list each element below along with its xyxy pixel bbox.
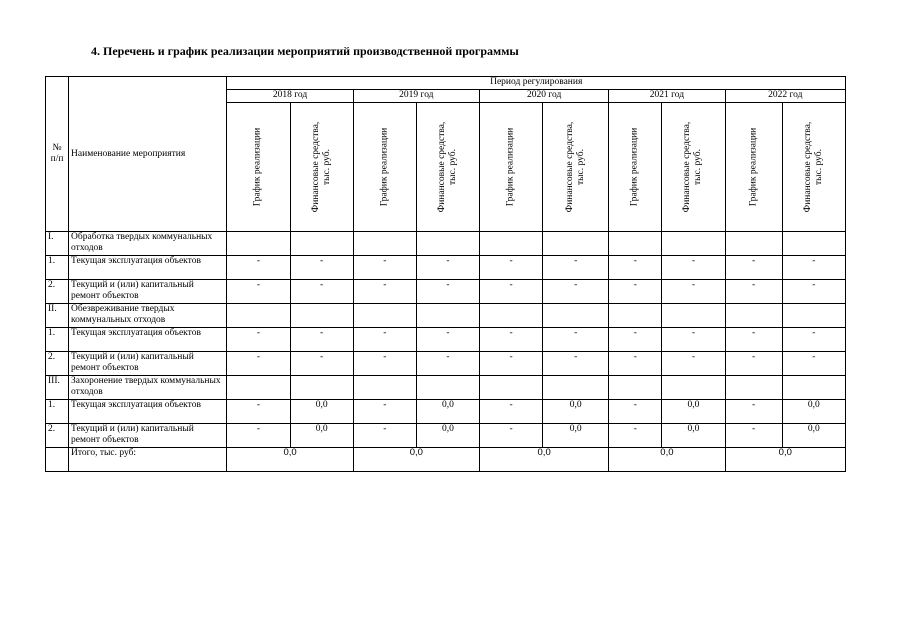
value-cell — [227, 376, 290, 400]
value-cell — [416, 304, 479, 328]
row-number: 2. — [46, 280, 69, 304]
value-cell — [227, 304, 290, 328]
row-number: I. — [46, 232, 69, 256]
row-number: 1. — [46, 256, 69, 280]
header-year: 2021 год — [609, 90, 725, 103]
value-cell — [479, 232, 542, 256]
value-cell — [290, 232, 353, 256]
value-cell: - — [479, 352, 542, 376]
value-cell — [782, 304, 845, 328]
value-cell: - — [543, 352, 609, 376]
section-row — [46, 376, 846, 400]
header-finance-label: Финансовые средства, тыс. руб. — [436, 121, 458, 213]
total-number — [46, 448, 69, 472]
table-row — [46, 352, 846, 376]
header-num: № п/п — [46, 77, 69, 232]
table-row — [46, 328, 846, 352]
value-cell: - — [609, 352, 662, 376]
value-cell — [609, 376, 662, 400]
row-name: Текущая эксплуатация объектов — [69, 328, 227, 352]
value-cell: 0,0 — [782, 400, 845, 424]
row-number: 1. — [46, 400, 69, 424]
value-cell — [353, 304, 416, 328]
row-name: Текущий и (или) капитальный ремонт объектов — [69, 424, 227, 448]
value-cell: - — [662, 352, 725, 376]
row-name: Захоронение твердых коммунальных отходов — [69, 376, 227, 400]
header-finance-label: Финансовые средства, тыс. руб. — [564, 121, 586, 213]
value-cell: - — [725, 352, 782, 376]
value-cell: - — [416, 280, 479, 304]
value-cell: 0,0 — [290, 424, 353, 448]
value-cell: - — [662, 280, 725, 304]
header-finance-label: Финансовые средства, тыс. руб. — [310, 121, 332, 213]
value-cell: - — [725, 424, 782, 448]
value-cell: - — [227, 400, 290, 424]
value-cell: - — [353, 400, 416, 424]
header-finance-label: Финансовые средства, тыс. руб. — [682, 121, 704, 213]
value-cell — [782, 232, 845, 256]
value-cell: - — [479, 400, 542, 424]
total-value: 0,0 — [725, 448, 845, 472]
row-number: 2. — [46, 352, 69, 376]
header-schedule-label: График реализации — [505, 127, 516, 207]
header-schedule — [227, 103, 290, 232]
row-number: 1. — [46, 328, 69, 352]
value-cell: - — [543, 256, 609, 280]
value-cell: 0,0 — [543, 400, 609, 424]
header-period: Период регулирования — [227, 77, 846, 90]
header-finance — [416, 103, 479, 232]
value-cell — [416, 376, 479, 400]
value-cell — [543, 376, 609, 400]
value-cell: - — [416, 352, 479, 376]
value-cell: - — [662, 328, 725, 352]
header-year: 2022 год — [725, 90, 845, 103]
value-cell — [662, 304, 725, 328]
value-cell: - — [353, 280, 416, 304]
value-cell: - — [609, 256, 662, 280]
section-row — [46, 304, 846, 328]
value-cell: 0,0 — [290, 400, 353, 424]
value-cell — [416, 232, 479, 256]
value-cell: - — [479, 256, 542, 280]
value-cell — [290, 304, 353, 328]
value-cell: - — [416, 256, 479, 280]
value-cell — [725, 232, 782, 256]
total-value: 0,0 — [479, 448, 608, 472]
value-cell — [543, 304, 609, 328]
value-cell: - — [725, 328, 782, 352]
value-cell — [725, 376, 782, 400]
value-cell: - — [479, 328, 542, 352]
value-cell: - — [782, 328, 845, 352]
value-cell: - — [353, 256, 416, 280]
value-cell — [353, 232, 416, 256]
total-value: 0,0 — [227, 448, 353, 472]
value-cell: 0,0 — [662, 424, 725, 448]
total-label: Итого, тыс. руб: — [69, 448, 227, 472]
value-cell: - — [725, 256, 782, 280]
value-cell: - — [353, 424, 416, 448]
value-cell: - — [543, 328, 609, 352]
value-cell: - — [479, 424, 542, 448]
header-finance — [290, 103, 353, 232]
header-year: 2018 год — [227, 90, 353, 103]
value-cell — [725, 304, 782, 328]
header-finance — [662, 103, 725, 232]
header-schedule — [353, 103, 416, 232]
value-cell — [609, 232, 662, 256]
value-cell: - — [479, 280, 542, 304]
header-schedule-label: График реализации — [629, 127, 640, 207]
value-cell: 0,0 — [662, 400, 725, 424]
header-schedule — [479, 103, 542, 232]
row-number: II. — [46, 304, 69, 328]
row-name: Текущая эксплуатация объектов — [69, 400, 227, 424]
value-cell — [543, 232, 609, 256]
value-cell — [662, 232, 725, 256]
value-cell: - — [353, 328, 416, 352]
value-cell — [662, 376, 725, 400]
row-name: Обезвреживание твердых коммунальных отходов — [69, 304, 227, 328]
value-cell — [290, 376, 353, 400]
value-cell — [479, 376, 542, 400]
value-cell — [782, 376, 845, 400]
table-row — [46, 424, 846, 448]
value-cell — [609, 304, 662, 328]
header-year: 2019 год — [353, 90, 479, 103]
total-row — [46, 448, 846, 472]
value-cell: - — [609, 328, 662, 352]
value-cell: - — [782, 256, 845, 280]
value-cell: 0,0 — [416, 400, 479, 424]
value-cell — [227, 232, 290, 256]
value-cell: - — [725, 280, 782, 304]
row-name: Обработка твердых коммунальных отходов — [69, 232, 227, 256]
value-cell: 0,0 — [782, 424, 845, 448]
value-cell: - — [609, 280, 662, 304]
total-value: 0,0 — [609, 448, 725, 472]
value-cell: 0,0 — [543, 424, 609, 448]
table-row — [46, 400, 846, 424]
value-cell: - — [227, 256, 290, 280]
value-cell: - — [227, 280, 290, 304]
header-year: 2020 год — [479, 90, 608, 103]
value-cell: - — [725, 400, 782, 424]
value-cell: - — [290, 256, 353, 280]
value-cell: - — [416, 328, 479, 352]
row-name: Текущий и (или) капитальный ремонт объектов — [69, 280, 227, 304]
header-schedule-label: График реализации — [748, 127, 759, 207]
header-schedule — [609, 103, 662, 232]
table-row — [46, 280, 846, 304]
header-name: Наименование мероприятия — [69, 77, 227, 232]
section-row — [46, 232, 846, 256]
value-cell: - — [543, 280, 609, 304]
value-cell: - — [290, 280, 353, 304]
value-cell: 0,0 — [416, 424, 479, 448]
value-cell: - — [782, 352, 845, 376]
program-table — [45, 76, 846, 472]
value-cell: - — [227, 328, 290, 352]
value-cell: - — [290, 328, 353, 352]
header-finance — [543, 103, 609, 232]
value-cell: - — [227, 424, 290, 448]
value-cell: - — [662, 256, 725, 280]
value-cell: - — [609, 400, 662, 424]
value-cell: - — [227, 352, 290, 376]
value-cell: - — [782, 280, 845, 304]
header-finance-label: Финансовые средства, тыс. руб. — [802, 121, 824, 213]
row-name: Текущий и (или) капитальный ремонт объектов — [69, 352, 227, 376]
header-schedule-label: График реализации — [253, 127, 264, 207]
header-schedule — [725, 103, 782, 232]
page-title: 4. Перечень и график реализации мероприятий производственной программы — [91, 44, 519, 58]
value-cell: - — [290, 352, 353, 376]
row-number: 2. — [46, 424, 69, 448]
value-cell — [353, 376, 416, 400]
table-row — [46, 256, 846, 280]
row-name: Текущая эксплуатация объектов — [69, 256, 227, 280]
row-number: III. — [46, 376, 69, 400]
value-cell: - — [609, 424, 662, 448]
header-finance — [782, 103, 845, 232]
value-cell — [479, 304, 542, 328]
value-cell: - — [353, 352, 416, 376]
header-schedule-label: График реализации — [379, 127, 390, 207]
total-value: 0,0 — [353, 448, 479, 472]
